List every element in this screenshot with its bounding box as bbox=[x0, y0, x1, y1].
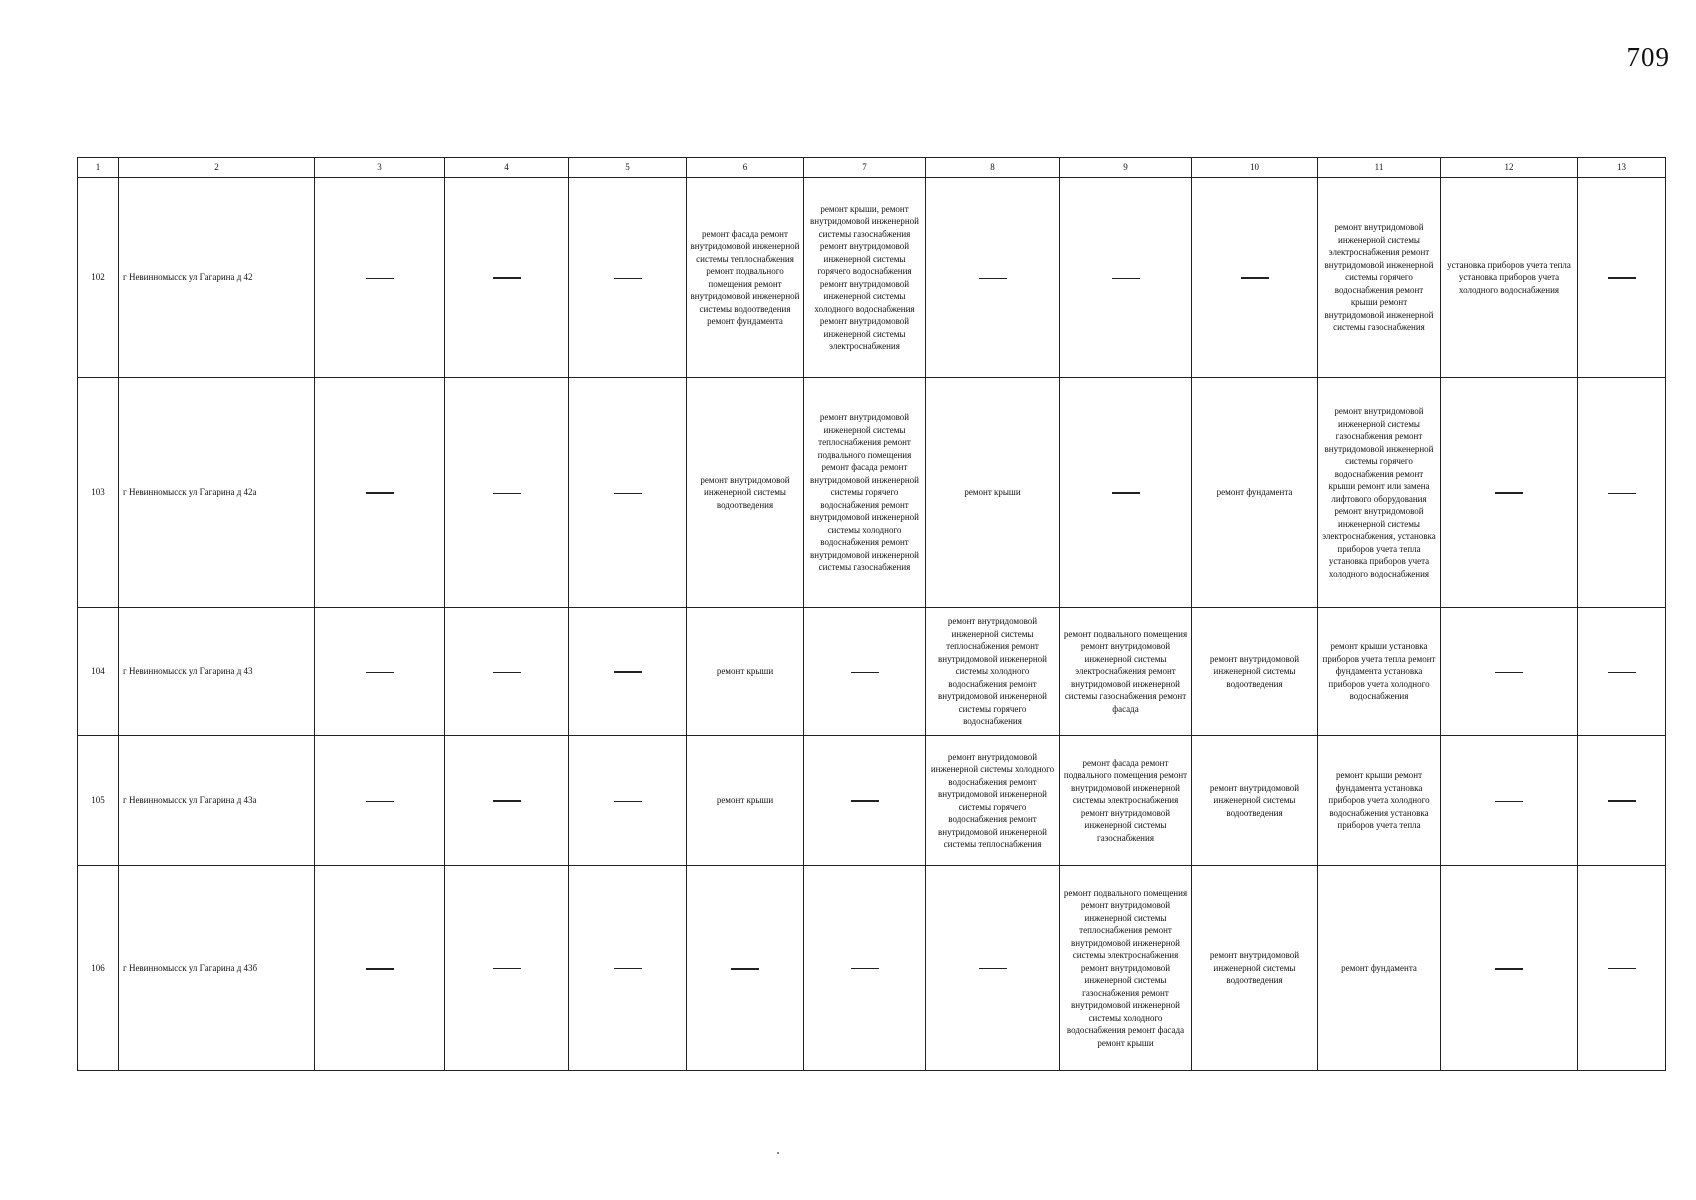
work-cell: ремонт крыши bbox=[926, 378, 1060, 608]
column-header: 6 bbox=[687, 158, 804, 178]
work-cell: ремонт внутридомовой инженерной системы водоотведения bbox=[687, 378, 804, 608]
dash-mark bbox=[614, 968, 642, 969]
dash-mark bbox=[493, 277, 521, 279]
dash-mark bbox=[731, 968, 759, 970]
dash-mark bbox=[614, 801, 642, 802]
empty-cell bbox=[445, 608, 569, 736]
address-cell: г Невинномысск ул Гагарина д 42 bbox=[119, 178, 315, 378]
work-cell: ремонт фасада ремонт подвального помещения ремонт внутридомовой инженерной системы электроснабжения ремонт внутридомовой инженерной системы газоснабжения bbox=[1060, 736, 1192, 866]
column-header: 8 bbox=[926, 158, 1060, 178]
dash-mark bbox=[979, 278, 1007, 279]
row-number: 104 bbox=[78, 608, 119, 736]
work-cell: ремонт фундамента bbox=[1318, 866, 1441, 1071]
empty-cell bbox=[1441, 736, 1578, 866]
empty-cell bbox=[1578, 736, 1666, 866]
dash-mark bbox=[1495, 968, 1523, 970]
column-header: 4 bbox=[445, 158, 569, 178]
dash-mark bbox=[614, 493, 642, 494]
row-number: 102 bbox=[78, 178, 119, 378]
empty-cell bbox=[687, 866, 804, 1071]
empty-cell bbox=[445, 736, 569, 866]
column-header: 10 bbox=[1192, 158, 1318, 178]
column-header: 1 bbox=[78, 158, 119, 178]
dash-mark bbox=[366, 968, 394, 970]
address-cell: г Невинномысск ул Гагарина д 42а bbox=[119, 378, 315, 608]
dash-mark bbox=[1241, 277, 1269, 279]
dash-mark bbox=[1608, 277, 1636, 279]
empty-cell bbox=[569, 866, 687, 1071]
empty-cell bbox=[804, 608, 926, 736]
column-header: 5 bbox=[569, 158, 687, 178]
work-cell: установка приборов учета тепла установка приборов учета холодного водоснабжения bbox=[1441, 178, 1578, 378]
empty-cell bbox=[569, 736, 687, 866]
dash-mark bbox=[493, 493, 521, 494]
empty-cell bbox=[315, 608, 445, 736]
empty-cell bbox=[569, 378, 687, 608]
work-cell: ремонт внутридомовой инженерной системы теплоснабжения ремонт внутридомовой инженерной системы холодного водоснабжения ремонт внутридомовой инженерной системы горячего водоснабжения bbox=[926, 608, 1060, 736]
column-header: 13 bbox=[1578, 158, 1666, 178]
work-cell: ремонт подвального помещения ремонт внутридомовой инженерной системы теплоснабжения ремонт внутридомовой инженерной системы электроснабжения ремонт внутридомовой инженерной системы газоснабжения ремонт внутридомовой инженерной системы холодного водоснабжения ремонт фасада ремонт крыши bbox=[1060, 866, 1192, 1071]
work-cell: ремонт крыши, ремонт внутридомовой инженерной системы газоснабжения ремонт внутридомовой инженерной системы горячего водоснабжения ремонт внутридомовой инженерной системы холодного водоснабжения ремонт внутридомовой инженерной системы электроснабжения bbox=[804, 178, 926, 378]
empty-cell bbox=[1441, 866, 1578, 1071]
dash-mark bbox=[1608, 968, 1636, 969]
empty-cell bbox=[315, 178, 445, 378]
row-number: 106 bbox=[78, 866, 119, 1071]
table-row bbox=[78, 378, 1666, 608]
empty-cell bbox=[1060, 178, 1192, 378]
work-cell: ремонт внутридомовой инженерной системы электроснабжения ремонт внутридомовой инженерной системы горячего водоснабжения ремонт крыши ремонт внутридомовой инженерной системы газоснабжения bbox=[1318, 178, 1441, 378]
column-header: 12 bbox=[1441, 158, 1578, 178]
empty-cell bbox=[804, 736, 926, 866]
work-cell: ремонт фасада ремонт внутридомовой инженерной системы теплоснабжения ремонт подвального помещения ремонт внутридомовой инженерной системы водоотведения ремонт фундамента bbox=[687, 178, 804, 378]
dash-mark bbox=[1608, 800, 1636, 802]
dash-mark bbox=[493, 968, 521, 969]
empty-cell bbox=[1060, 378, 1192, 608]
dash-mark bbox=[493, 672, 521, 673]
work-cell: ремонт внутридомовой инженерной системы водоотведения bbox=[1192, 736, 1318, 866]
dash-mark bbox=[1608, 493, 1636, 494]
column-header: 3 bbox=[315, 158, 445, 178]
empty-cell bbox=[315, 866, 445, 1071]
work-cell: ремонт крыши bbox=[687, 608, 804, 736]
table-row bbox=[78, 608, 1666, 736]
dash-mark bbox=[851, 800, 879, 802]
work-cell: ремонт подвального помещения ремонт внутридомовой инженерной системы электроснабжения ремонт внутридомовой инженерной системы газоснабжения ремонт фасада bbox=[1060, 608, 1192, 736]
address-cell: г Невинномысск ул Гагарина д 43б bbox=[119, 866, 315, 1071]
row-number: 105 bbox=[78, 736, 119, 866]
dash-mark bbox=[851, 672, 879, 673]
dash-mark bbox=[614, 278, 642, 279]
scan-speck bbox=[777, 1152, 779, 1154]
work-cell: ремонт внутридомовой инженерной системы теплоснабжения ремонт подвального помещения ремонт фасада ремонт внутридомовой инженерной системы горячего водоснабжения ремонт внутридомовой инженерной системы холодного водоснабжения ремонт внутридомовой инженерной системы газоснабжения bbox=[804, 378, 926, 608]
dash-mark bbox=[1495, 492, 1523, 494]
column-header: 11 bbox=[1318, 158, 1441, 178]
dash-mark bbox=[493, 800, 521, 802]
empty-cell bbox=[315, 378, 445, 608]
table-row bbox=[78, 178, 1666, 378]
empty-cell bbox=[926, 866, 1060, 1071]
empty-cell bbox=[804, 866, 926, 1071]
work-cell: ремонт крыши bbox=[687, 736, 804, 866]
dash-mark bbox=[851, 968, 879, 969]
dash-mark bbox=[614, 671, 642, 673]
work-cell: ремонт внутридомовой инженерной системы газоснабжения ремонт внутридомовой инженерной системы горячего водоснабжения ремонт крыши ремонт или замена лифтового оборудования ремонт внутридомовой инженерной системы электроснабжения, установка приборов учета тепла установка приборов учета холодного водоснабжения bbox=[1318, 378, 1441, 608]
dash-mark bbox=[366, 672, 394, 673]
empty-cell bbox=[315, 736, 445, 866]
dash-mark bbox=[1608, 672, 1636, 673]
work-cell: ремонт крыши установка приборов учета тепла ремонт фундамента установка приборов учета холодного водоснабжения bbox=[1318, 608, 1441, 736]
work-cell: ремонт внутридомовой инженерной системы холодного водоснабжения ремонт внутридомовой инженерной системы горячего водоснабжения ремонт внутридомовой инженерной системы теплоснабжения bbox=[926, 736, 1060, 866]
work-cell: ремонт фундамента bbox=[1192, 378, 1318, 608]
work-cell: ремонт крыши ремонт фундамента установка приборов учета холодного водоснабжения установка приборов учета тепла bbox=[1318, 736, 1441, 866]
work-cell: ремонт внутридомовой инженерной системы водоотведения bbox=[1192, 866, 1318, 1071]
dash-mark bbox=[1112, 278, 1140, 279]
empty-cell bbox=[569, 178, 687, 378]
empty-cell bbox=[1578, 608, 1666, 736]
page-number: 709 bbox=[1626, 42, 1670, 72]
empty-cell bbox=[1578, 378, 1666, 608]
column-number-row bbox=[78, 158, 1666, 178]
repair-schedule-table bbox=[77, 157, 1666, 1071]
empty-cell bbox=[1578, 866, 1666, 1071]
address-cell: г Невинномысск ул Гагарина д 43 bbox=[119, 608, 315, 736]
table-row bbox=[78, 866, 1666, 1071]
work-cell: ремонт внутридомовой инженерной системы водоотведения bbox=[1192, 608, 1318, 736]
empty-cell bbox=[1192, 178, 1318, 378]
dash-mark bbox=[366, 801, 394, 802]
row-number: 103 bbox=[78, 378, 119, 608]
dash-mark bbox=[1495, 801, 1523, 802]
table-row bbox=[78, 736, 1666, 866]
empty-cell bbox=[445, 178, 569, 378]
column-header: 9 bbox=[1060, 158, 1192, 178]
column-header: 7 bbox=[804, 158, 926, 178]
empty-cell bbox=[445, 378, 569, 608]
column-header: 2 bbox=[119, 158, 315, 178]
empty-cell bbox=[1441, 378, 1578, 608]
empty-cell bbox=[569, 608, 687, 736]
dash-mark bbox=[979, 968, 1007, 969]
dash-mark bbox=[366, 492, 394, 494]
dash-mark bbox=[1495, 672, 1523, 673]
empty-cell bbox=[1578, 178, 1666, 378]
dash-mark bbox=[366, 278, 394, 279]
empty-cell bbox=[926, 178, 1060, 378]
empty-cell bbox=[1441, 608, 1578, 736]
address-cell: г Невинномысск ул Гагарина д 43а bbox=[119, 736, 315, 866]
empty-cell bbox=[445, 866, 569, 1071]
dash-mark bbox=[1112, 492, 1140, 494]
